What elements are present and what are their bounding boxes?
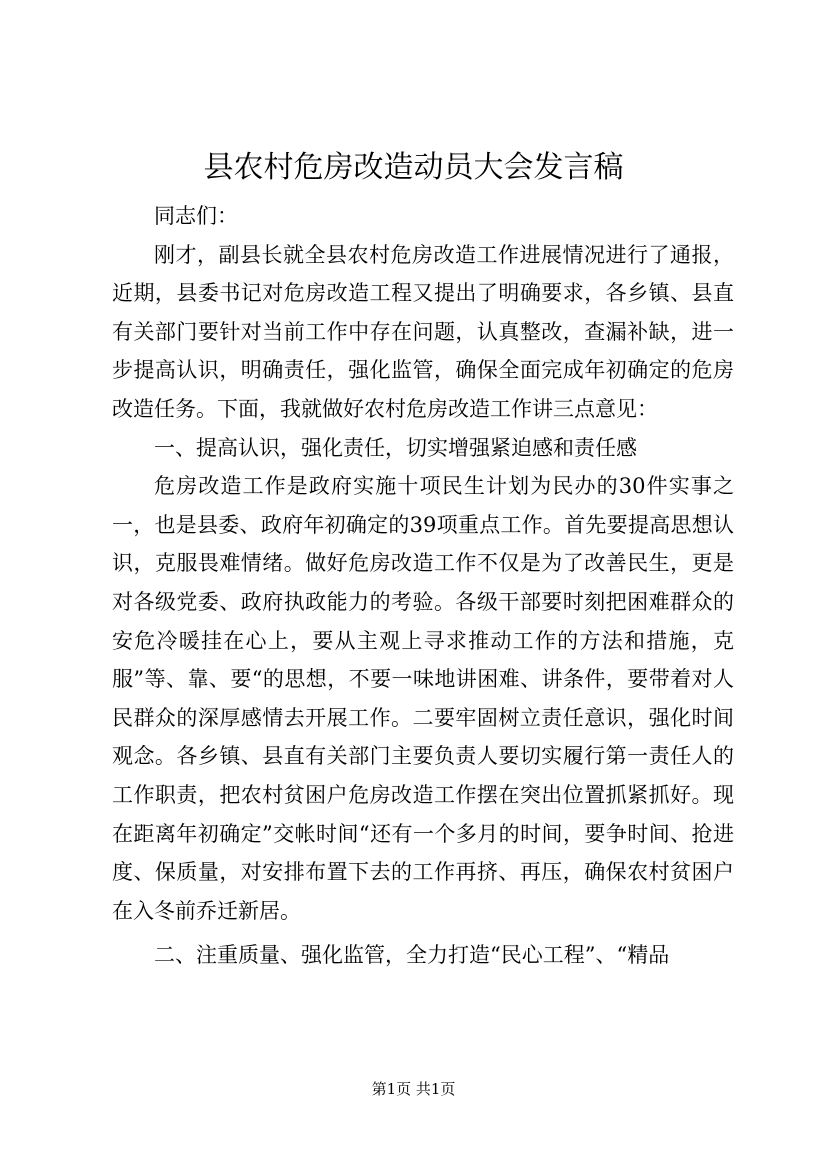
document-body	[112, 197, 734, 975]
paragraph-intro: 刚才，副县长就全县农村危房改造工作进展情况进行了通报，近期，县委书记对危房改造工程又提出了明确要求，各乡镇、县直有关部门要针对当前工作中存在问题，认真整改，查漏补缺，进一步提高认识，明确责任，强化监管，确保全面完成年初确定的危房改造任务。下面，我就做好农村危房改造工作讲三点意见：	[112, 242, 734, 421]
section-heading-2: 二、注重质量、强化监管，全力打造“民心工程”、“精品	[154, 943, 670, 968]
document-title: 县农村危房改造动员大会发言稿	[203, 150, 624, 185]
page-footer: 第1页 共1页	[371, 1080, 456, 1098]
paragraph-section-1: 危房改造工作是政府实施十项民生计划为民办的30件实事之一，也是县委、政府年初确定的39项重点工作。首先要提高思想认识，克服畏难情绪。做好危房改造工作不仅是为了改善民生，更是对各级党委、政府执政能力的考验。各级干部要时刻把困难群众的安危冷暖挂在心上，要从主观上寻求推动工作的方法和措施，克服”等、靠、要“的思想，不要一味地讲困难、讲条件，要带着对人民群众的深厚感情去开展工作。二要牢固树立责任意识，强化时间观念。各乡镇、县直有关部门主要负责人要切实履行第一责任人的工作职责，把农村贫困户危房改造工作摆在突出位置抓紧抓好。现在距离年初确定”交帐时间“还有一个多月的时间，要争时间、抢进度、保质量，对安排布置下去的工作再挤、再压，确保农村贫困户在入冬前乔迁新居。	[112, 474, 734, 923]
salutation: 同志们：	[154, 204, 238, 228]
section-heading-1: 一、提高认识，强化责任，切实增强紧迫感和责任感	[154, 435, 637, 460]
